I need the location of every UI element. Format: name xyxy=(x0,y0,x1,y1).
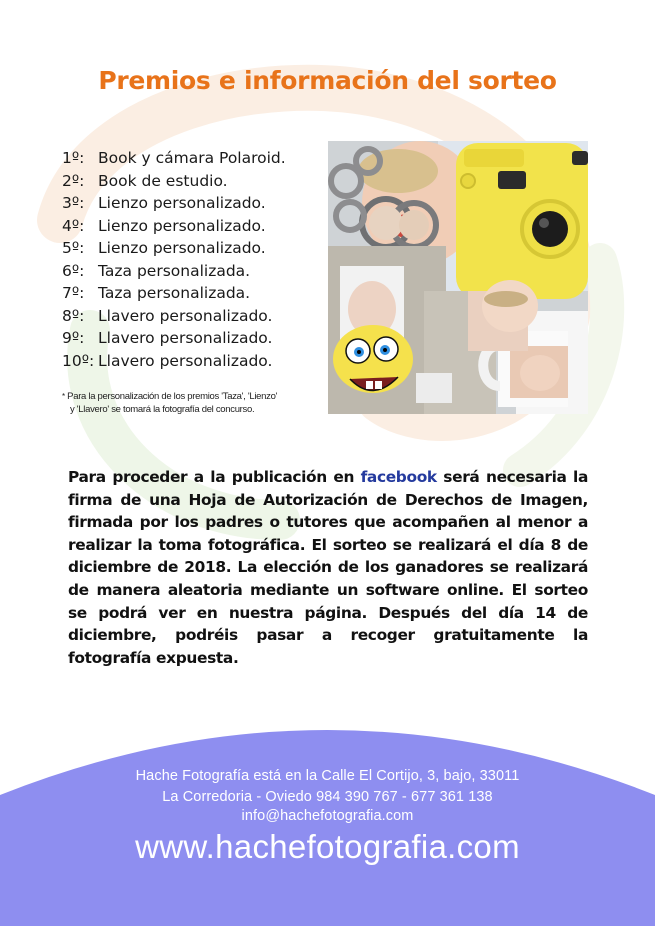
prize-position: 9º: xyxy=(62,329,85,347)
note-asterisk: * xyxy=(62,392,65,401)
note-line-1: Para la personalización de los premios 'Taza', 'Lienzo' xyxy=(67,391,278,402)
prize-position: 3º: xyxy=(62,194,85,212)
cartoon-face-icon xyxy=(333,325,413,393)
polaroid-camera-icon xyxy=(456,143,588,299)
page-title: Premios e información del sorteo xyxy=(98,66,557,95)
prize-item xyxy=(62,237,286,260)
prize-position: 2º: xyxy=(62,171,85,190)
prize-position: 10º: xyxy=(62,351,95,370)
note-line-2: y 'Llavero' se tomará la fotografía del concurso. xyxy=(70,404,255,415)
prize-position: 4º: xyxy=(62,216,85,235)
body-text-1: Para proceder a la publicación en xyxy=(68,468,361,486)
prize-text: Llavero personalizado. xyxy=(98,306,273,325)
prize-text: Lienzo personalizado. xyxy=(98,216,266,235)
prize-note xyxy=(62,390,332,416)
prize-position: 8º: xyxy=(62,306,85,325)
prize-position: 1º: xyxy=(62,149,85,167)
prize-text: Lienzo personalizado. xyxy=(98,239,266,257)
prize-item xyxy=(62,192,286,215)
prize-text: Llavero personalizado. xyxy=(98,351,273,370)
prize-text: Book y cámara Polaroid. xyxy=(98,149,286,167)
footer-website[interactable]: www.hachefotografia.com xyxy=(135,828,520,865)
prize-text: Lienzo personalizado. xyxy=(98,194,266,212)
body-text-2: será necesaria la firma de una xyxy=(68,468,589,509)
prize-text: Taza personalizada. xyxy=(98,284,251,302)
footer-address: Hache Fotografía está en la Calle El Cortijo, 3, bajo, 33011 xyxy=(135,768,520,784)
contest-info-paragraph xyxy=(68,466,588,669)
prize-item xyxy=(62,305,286,328)
prize-position: 5º: xyxy=(62,239,85,257)
footer-phones: La Corredoria - Oviedo 984 390 767 - 677 361 138 xyxy=(162,789,493,805)
authorization-document-name: Hoja de Autorización de Derechos de Imagen xyxy=(188,490,583,509)
prize-item xyxy=(62,282,286,305)
body-text-3: , firmada por los padres o tutores que acompañen al menor a realizar la toma fotográfica. El sorteo se realizará el día 8 de diciembre de 2018. La elección de los ganadores se realizará de manera aleatoria mediante un software online. El sorteo se podrá ver en nuestra página. Después del día 14 de diciembre, podréis pasar a recoger gratuitamente la fotografía expuesta. xyxy=(68,490,588,667)
prize-text: Llavero personalizado. xyxy=(98,329,273,347)
prize-item xyxy=(62,260,286,283)
footer-email[interactable]: info@hachefotografia.com xyxy=(241,808,414,824)
prize-item xyxy=(62,327,286,350)
prize-item xyxy=(62,215,286,238)
prize-item xyxy=(62,147,286,170)
prize-position: 7º: xyxy=(62,284,85,302)
prize-text: Taza personalizada. xyxy=(98,261,251,280)
prize-text: Book de estudio. xyxy=(98,171,228,190)
facebook-link[interactable]: facebook xyxy=(360,468,437,486)
prize-collage-image xyxy=(328,141,588,414)
prize-list xyxy=(62,147,286,372)
prize-position: 6º: xyxy=(62,261,85,280)
prize-item xyxy=(62,350,286,373)
prize-item xyxy=(62,170,286,193)
